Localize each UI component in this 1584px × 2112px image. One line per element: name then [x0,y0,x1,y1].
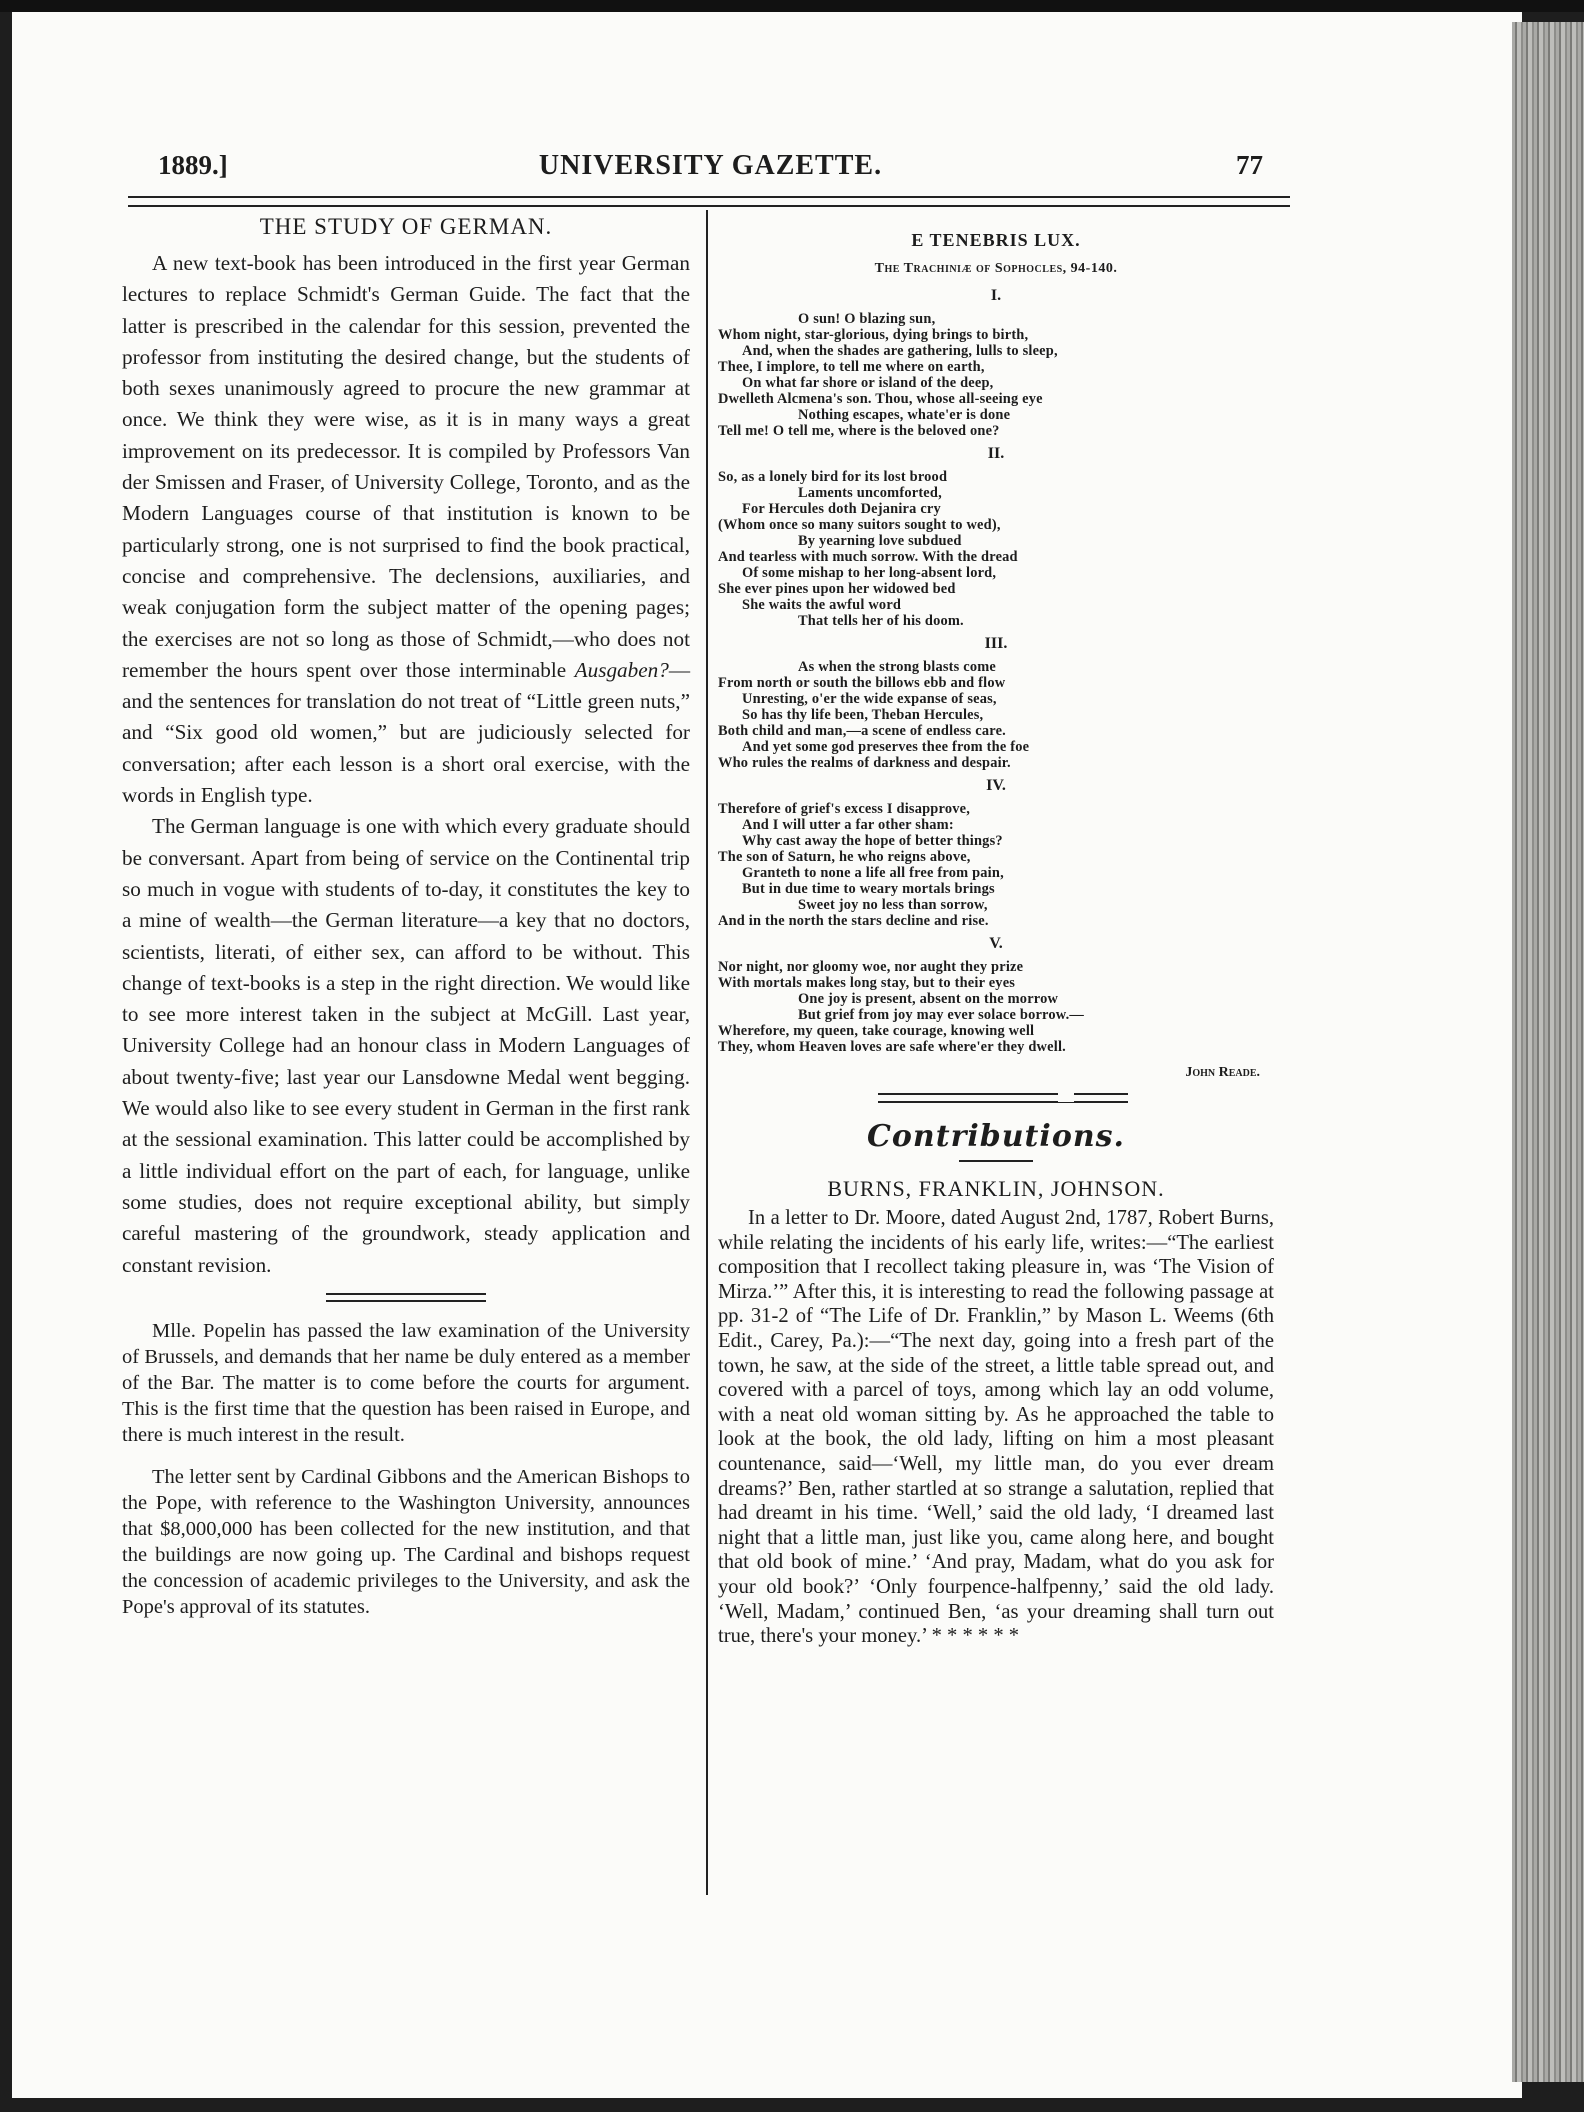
article-heading-german: THE STUDY OF GERMAN. [259,214,553,239]
running-header [158,150,1263,190]
poem-line: Granteth to none a life all free from pain, [742,865,1004,881]
poem-line: (Whom once so many suitors sought to wed), [718,517,1001,533]
poem-line: And I will utter a far other sham: [742,817,954,833]
german-text-a: A new text-book has been introduced in the first year German lectures to replace Schmidt's German Guide. The fact that the latter is prescribed in the calendar for this session, prevented the professor from instituting the desired change, but the students of both sexes unanimously agreed to procure the new grammar at once. We think they were wise, as it is in many ways a great improvement on its predecessor. It is compiled by Professors Van der Smissen and Fraser, of University College, Toronto, and as the Modern Languages course of that institution is known to be particularly strong, one is not surprised to find the book practical, concise and comprehensive. The declensions, auxiliaries, and weak conjugation form the subject matter of the opening pages; the exercises are not so long as those of Schmidt,—who does not remember the hours spent over those interminable [122,251,690,682]
header-title: UNIVERSITY GAZETTE. [538,150,883,181]
stanza-number: IV. [986,777,1006,794]
poem-line: O sun! O blazing sun, [798,311,936,327]
poem-author: John Reade. [1185,1065,1260,1080]
column-divider [706,210,708,1895]
poem-line: She waits the awful word [742,597,902,613]
poem-line: From north or south the billows ebb and flow [718,675,1006,691]
poem-line: Why cast away the hope of better things? [742,833,1003,849]
poem-line: Nothing escapes, whate'er is done [798,407,1011,423]
poem-line: And, when the shades are gathering, lulls to sleep, [742,343,1058,359]
poem-line: They, whom Heaven loves are safe where'er they dwell. [718,1039,1066,1055]
stanza-number: I. [990,287,1002,304]
right-column [718,228,1274,1649]
note-popelin: Mlle. Popelin has passed the law examination of the University of Brussels, and demands that her name be duly entered as a member of the Bar. The matter is to come before the courts for argument. This is the first time that the question has been raised in Europe, and there is much interest in the result. [122,1319,690,1446]
ornament-bar [878,1093,1128,1103]
poem-stanza [718,959,1274,1055]
poem-line: Nor night, nor gloomy woe, nor aught they prize [718,959,1024,975]
page-number: 77 [1236,150,1263,180]
burns-paragraph: In a letter to Dr. Moore, dated August 2nd, 1787, Robert Burns, while relating the incidents of his early life, writes:—“The earliest composition that I recollect taking pleasure in, was ‘The Vision of Mirza.’” After this, it is interesting to read the following passage at pp. 31-2 of “The Life of Dr. Franklin,” by Mason L. Weems (6th Edit., Carey, Pa.):—“The next day, going into a fresh part of the town, he saw, at the side of the street, a little table spread out, and covered with a parcel of toys, among which lay an odd volume, with a neat old woman sitting by. As he approached the table to look at the book, the old lady, lifting on him a most pleasant countenance, said—‘Well, my little man, do you ever dream dreams?’ Ben, rather startled at so strange a salutation, replied that had dreamt in his time. ‘Well,’ said the old lady, ‘I dreamed last night that a little man, just like you, came along here, and bought that old book of mine.’ ‘And pray, Madam, what do you ask for your old book?’ ‘Only fourpence-halfpenny,’ said the old lady. ‘Well, Madam,’ continued Ben, ‘as your dreaming shall turn out true, there's your money.’ * * * * * * [718,1207,1274,1648]
poem-stanza [718,469,1274,629]
scan-top-border [0,0,1584,12]
german-paragraph-1 [122,248,690,811]
burns-article-body [718,1206,1274,1649]
poem-line: One joy is present, absent on the morrow [798,991,1059,1007]
article-title-burns: BURNS, FRANKLIN, JOHNSON. [827,1176,1165,1201]
header-double-rule [128,196,1290,207]
german-paragraph-2: The German language is one with which every graduate should be conversant. Apart from being of service on the Continental trip so much in vogue with students of to-day, it constitutes the key to a mine of wealth—the German literature—a key that no doctors, scientists, literati, of either sex, can afford to be without. This change of text-books is a step in the right direction. We would like to see more interest taken in the subject at McGill. Last year, University College had an honour class in Modern Languages of about twenty-five; last year our Lansdowne Medal went begging. We would also like to see every student in German in the first rank at the sessional examination. This latter could be accomplished by a little individual effort on the part of each, for language, unlike some studies, does not require exceptional ability, but simply careful mastering of the groundwork, steady application and constant revision. [122,814,690,1277]
poem-line: Dwelleth Alcmena's son. Thou, whose all-seeing eye [718,391,1043,407]
german-article-body [122,248,690,1281]
poem-line: Both child and man,—a scene of endless care. [718,723,1006,739]
poem-line: As when the strong blasts come [798,659,997,675]
left-column [122,214,690,1636]
poem-line: Wherefore, my queen, take courage, knowing well [718,1023,1035,1039]
poem-line: But grief from joy may ever solace borrow.— [798,1007,1084,1023]
poem-title: E TENEBRIS LUX. [911,230,1081,250]
poem-line: That tells her of his doom. [798,613,964,629]
poem-line: Unresting, o'er the wide expanse of seas, [742,691,997,707]
note-cardinal-gibbons: The letter sent by Cardinal Gibbons and the American Bishops to the Pope, with reference to the Washington University, announces that $8,000,000 has been collected for the new institution, and that the buildings are now going up. The Cardinal and bishops request the concession of academic privileges to the University, and ask the Pope's approval of its statutes. [122,1465,690,1618]
poem-line: Thee, I implore, to tell me where on earth, [718,359,985,375]
ausgaben-italic: Ausgaben? [574,657,669,682]
german-text-b: —and the sentences for translation do not treat of “Little green nuts,” and “Six good old women,” but are judiciously selected for conversation; after each lesson is a short oral exercise, with the words in English type. [122,657,691,808]
contributions-heading: Contributions. [867,1119,1125,1154]
stanza-number: III. [984,635,1008,652]
poem-line: So has thy life been, Theban Hercules, [742,707,984,723]
stanza-number: V. [989,935,1003,952]
poem-line: She ever pines upon her widowed bed [718,581,956,597]
poem-line: But in due time to weary mortals brings [742,881,995,897]
poem-line: For Hercules doth Dejanira cry [742,501,941,517]
poem-line: Who rules the realms of darkness and despair. [718,755,1011,771]
poem-line: Whom night, star-glorious, dying brings to birth, [718,327,1029,343]
poem-line: With mortals makes long stay, but to their eyes [718,975,1016,991]
poem-line: So, as a lonely bird for its lost brood [718,469,948,485]
poem-line: Of some mishap to her long-absent lord, [742,565,997,581]
book-page-edges [1512,22,1584,2082]
poem-line: And tearless with much sorrow. With the dread [718,549,1018,565]
poem-line: On what far shore or island of the deep, [742,375,994,391]
poem-line: Laments uncomforted, [798,485,942,501]
contributions-rule [959,1160,1033,1162]
news-notes [122,1318,690,1620]
poem-line: Therefore of grief's excess I disapprove, [718,801,971,817]
poem-stanza [718,311,1274,439]
poem-line: Sweet joy no less than sorrow, [798,897,988,913]
section-divider-rule [326,1293,486,1302]
ornament-gap [1058,1092,1074,1102]
poem-line: By yearning love subdued [798,533,962,549]
poem-stanza [718,801,1274,929]
poem-subtitle: The Trachiniæ of Sophocles, 94-140. [874,261,1118,276]
poem-line: The son of Saturn, he who reigns above, [718,849,971,865]
header-year: 1889.] [158,150,228,180]
poem-stanza [718,659,1274,771]
stanza-number: II. [987,445,1005,462]
ornamental-rule [718,1087,1274,1113]
poem-line: And in the north the stars decline and rise. [718,913,989,929]
poem-stanzas [718,287,1274,1055]
poem-line: Tell me! O tell me, where is the beloved one? [718,423,1000,439]
poem-line: And yet some god preserves thee from the foe [742,739,1030,755]
